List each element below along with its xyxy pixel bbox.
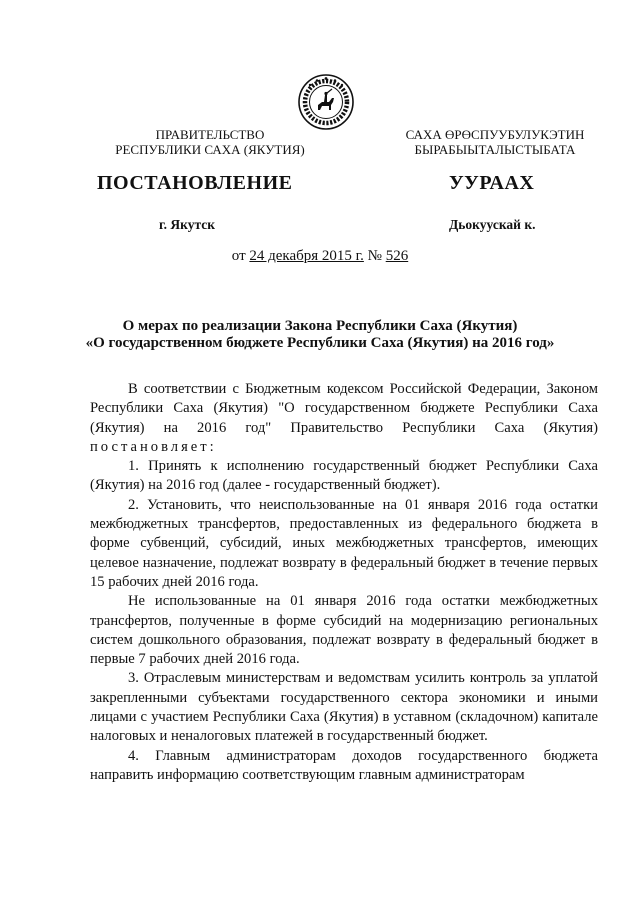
issuer-sakha-line2: БЫРАБЫЫТАЛЫСТЫБАТА (414, 142, 576, 157)
intro-resolves: постановляет: (90, 438, 217, 455)
issuer-ru-line2: РЕСПУБЛИКИ САХА (ЯКУТИЯ) (115, 142, 305, 157)
paragraph-1: 1. Принять к исполнению государственный бюджет Республики Саха (Якутия) на 2016 год (далее - государственный бюджет). (90, 458, 598, 494)
issuer-ru (90, 127, 330, 157)
paragraph-4: 4. Главным администраторам доходов государственного бюджета направить информацию соответствующим главным администраторам (90, 747, 598, 783)
doc-type-sakha: УУРААХ (449, 172, 535, 194)
document-title-line1: О мерах по реализации Закона Республики Саха (Якутия) (122, 318, 518, 334)
date-prefix: от (231, 248, 250, 264)
document-body (90, 380, 598, 785)
document-date: 24 декабря 2015 г. (249, 248, 364, 264)
paragraph-intro (90, 380, 598, 457)
document-title-line2: «О государственном бюджете Республики Саха (Якутия) на 2016 год» (85, 335, 555, 351)
issuer-sakha (375, 127, 615, 157)
issuer-sakha-line1: САХА ӨРӨСПУУБУЛУКЭТИН (405, 127, 585, 142)
republic-emblem-icon (298, 74, 354, 130)
paragraph-2b: Не использованные на 01 января 2016 года остатки межбюджетных трансфертов, полученные в форме субсидий на модернизацию региональных систем дошкольного образования, подлежат возврату в федеральный бюджет в первые 7 рабочих дней 2016 года. (90, 593, 598, 668)
paragraph-2: 2. Установить, что неиспользованные на 01 января 2016 года остатки межбюджетных трансфертов, предоставленных из федерального бюджета в форме субвенций, субсидий, иных межбюджетных трансфертов, имеющих целевое назначение, подлежат возврату в федеральный бюджет в течение первых 15 рабочих дней 2016 года. (90, 496, 598, 590)
city-sakha: Дьокуускай к. (449, 217, 536, 232)
date-line (0, 248, 640, 265)
document-title (60, 318, 580, 352)
number-prefix: № (363, 248, 386, 264)
city-ru: г. Якутск (159, 217, 216, 232)
paragraph-3: 3. Отраслевым министерствам и ведомствам усилить контроль за уплатой закрепленными субъектами государственного сектора экономики и иными лицами с участием Республики Саха (Якутия) в уставном (складочном) капитале налоговых и неналоговых платежей в государственный бюджет. (90, 670, 598, 745)
intro-text: В соответствии с Бюджетным кодексом Российской Федерации, Законом Республики Саха (Якутия) "О государственном бюджете Республики Саха (Якутия) на 2016 год" Правительство Республики Саха (Якутия) (90, 381, 598, 436)
document-number: 526 (385, 248, 409, 264)
doc-type-ru: ПОСТАНОВЛЕНИЕ (97, 172, 293, 194)
issuer-ru-line1: ПРАВИТЕЛЬСТВО (155, 127, 265, 142)
